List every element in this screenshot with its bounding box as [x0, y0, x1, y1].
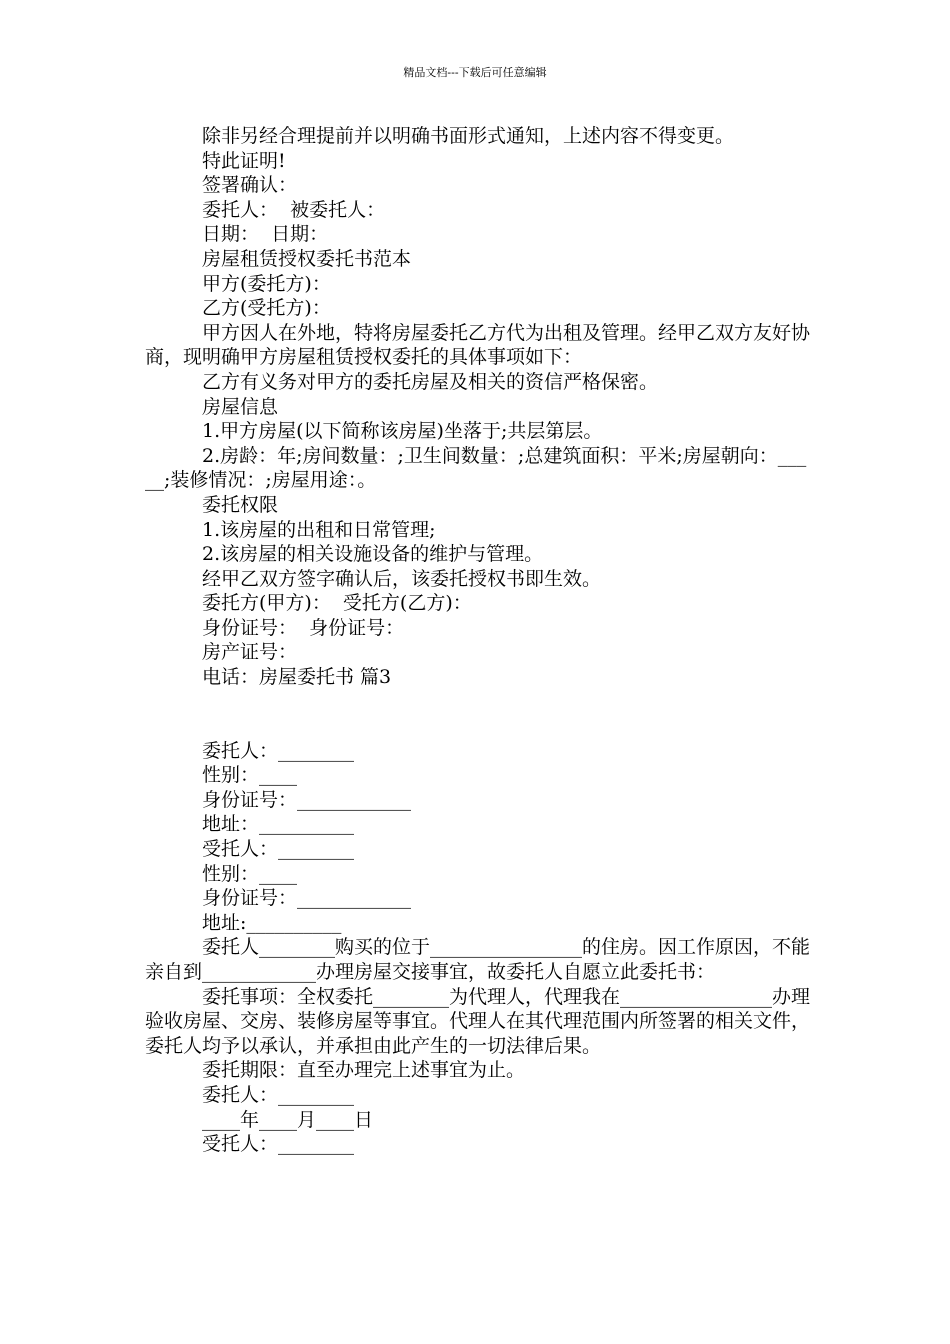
- paragraph-phone-section3: 电话：房屋委托书 篇3: [202, 666, 392, 689]
- blank-gap: [145, 690, 810, 739]
- field-agent-id: 身份证号：____________: [202, 887, 412, 910]
- section-title-authority: 委托权限: [202, 493, 279, 516]
- section-title-lease-authorization: 房屋租赁授权委托书范本: [202, 247, 412, 270]
- paragraph-effective: 经甲乙双方签字确认后，该委托授权书即生效。: [202, 567, 602, 590]
- paragraph-dates: 日期： 日期：: [202, 223, 329, 246]
- paragraph-confidentiality: 乙方有义务对甲方的委托房屋及相关的资信严格保密。: [202, 370, 659, 393]
- paragraph-party-b: 乙方(受托方)：: [202, 297, 331, 320]
- paragraph-authority-1: 1.该房屋的出租和日常管理;: [202, 518, 436, 541]
- field-principal-signature: 委托人：________: [202, 1083, 355, 1106]
- paragraph-party-a: 甲方(委托方)：: [202, 272, 331, 295]
- paragraph-property-cert: 房产证号：: [202, 641, 298, 664]
- paragraph-house-details: 2.房龄：年;房间数量：;卫生间数量：;总建筑面积：平米;房屋朝向：_____;装修情况：;房屋用途：。: [145, 444, 807, 492]
- field-agent-address: 地址:__________: [202, 911, 342, 934]
- paragraph-purchase-reason: 委托人________购买的位于________________的住房。因工作原因，不能亲自到____________办理房屋交接事宜，故委托人自愿立此委托书：: [145, 936, 811, 983]
- paragraph-authority-2: 2.该房屋的相关设施设备的维护与管理。: [202, 543, 544, 566]
- field-signature-date: ____年____月____日: [202, 1108, 374, 1131]
- paragraph-certification: 特此证明!: [202, 149, 286, 172]
- paragraph-party-signatures: 委托方(甲方)： 受托方(乙方)：: [202, 592, 472, 615]
- field-principal-address: 地址：__________: [202, 813, 355, 836]
- paragraph-id-numbers: 身份证号： 身份证号：: [202, 616, 405, 639]
- section-title-house-info: 房屋信息: [202, 395, 279, 418]
- field-agent-gender: 性别：____: [202, 862, 298, 885]
- paragraph-no-change-notice: 除非另经合理提前并以明确书面形式通知，上述内容不得变更。: [202, 125, 735, 147]
- field-agent-signature: 受托人：________: [202, 1133, 355, 1156]
- document-body: [145, 124, 810, 1157]
- paragraph-house-location: 1.甲方房屋(以下简称该房屋)坐落于;共层第层。: [202, 420, 603, 443]
- field-principal-gender: 性别：____: [202, 764, 298, 787]
- paragraph-entrustment-period: 委托期限：直至办理完上述事宜为止。: [202, 1059, 526, 1082]
- field-principal: 委托人：________: [202, 739, 355, 762]
- paragraph-entrustment-reason: 甲方因人在外地，特将房屋委托乙方代为出租及管理。经甲乙双方友好协商，现明确甲方房屋租赁授权委托的具体事项如下：: [145, 321, 811, 369]
- page-header: 精品文档---下载后可任意编辑: [403, 66, 547, 79]
- field-principal-id: 身份证号：____________: [202, 788, 412, 811]
- paragraph-signature-confirm: 签署确认：: [202, 174, 298, 197]
- paragraph-entrusted-matters: 委托事项：全权委托________为代理人，代理我在________________办理验收房屋、交房、装修房屋等事宜。代理人在其代理范围内所签署的相关文件，委托人均予以承认，并承担由此产生的一切法律后果。: [145, 985, 811, 1057]
- field-agent: 受托人：________: [202, 838, 355, 861]
- paragraph-principal-agent: 委托人： 被委托人：: [202, 198, 386, 221]
